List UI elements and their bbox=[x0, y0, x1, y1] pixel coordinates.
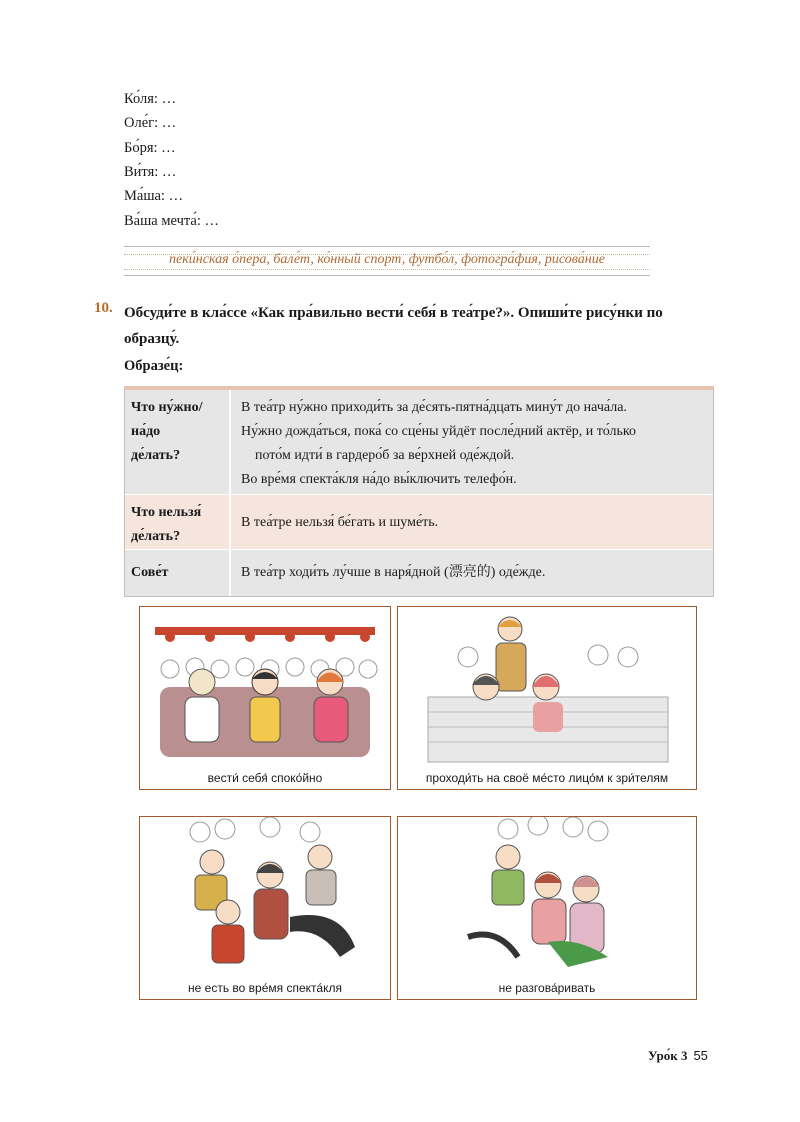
word-bank bbox=[124, 246, 650, 276]
passing-row-illustration bbox=[398, 607, 696, 767]
picture-no-eating bbox=[139, 816, 391, 1000]
row-content: В теа́тре нельзя́ бе́гать и шуме́ть. bbox=[229, 495, 713, 549]
dialogue-line: Бо́ря: … bbox=[124, 140, 176, 156]
picture-caption: не разгова́ривать bbox=[498, 981, 596, 995]
row-header-line: на́до bbox=[131, 424, 161, 439]
word-bank-text: пеки́нская о́пера, бале́т, ко́нный спорт, футбо́л, фотогра́фия, рисова́ние bbox=[169, 252, 605, 267]
sample-table bbox=[124, 386, 714, 597]
content-line: пото́м идти́ в гардеро́б за ве́рхней оде́ждой. bbox=[255, 448, 515, 463]
row-header bbox=[125, 390, 229, 494]
table-row bbox=[125, 494, 713, 549]
talking-illustration bbox=[398, 817, 696, 977]
row-header-line: Что нельзя́ bbox=[131, 505, 202, 520]
picture-calm-audience bbox=[139, 606, 391, 790]
dialogue-line: Ва́ша мечта́: … bbox=[124, 213, 219, 229]
content-line: Ну́жно дожда́ться, пока́ со сце́ны уйдёт после́дний актёр, и то́лько bbox=[241, 424, 636, 439]
exercise-text: Обсуди́те в кла́ссе «Как пра́вильно вести́ себя́ в теа́тре?». Опиши́те рису́нки по образцу́. bbox=[124, 305, 663, 347]
table-row bbox=[125, 390, 713, 494]
dialogue-line: Ма́ша: … bbox=[124, 188, 184, 204]
picture-pass-facing bbox=[397, 606, 697, 790]
dialogue-line: Ви́тя: … bbox=[124, 164, 177, 180]
table-row bbox=[125, 549, 713, 596]
dialogue-line: Оле́г: … bbox=[124, 115, 177, 131]
picture-no-talking bbox=[397, 816, 697, 1000]
content-line: Во вре́мя спекта́кля на́до вы́ключить телефо́н. bbox=[241, 472, 517, 487]
picture-caption: вести́ себя́ споко́йно bbox=[207, 771, 323, 785]
row-header-line: Что ну́жно/ bbox=[131, 400, 203, 415]
picture-caption: не есть во вре́мя спекта́кля bbox=[188, 981, 342, 995]
row-header: Сове́т bbox=[131, 565, 169, 580]
row-header-line: де́лать? bbox=[131, 529, 181, 544]
lesson-label: Уро́к 3 bbox=[648, 1048, 688, 1063]
eating-illustration bbox=[140, 817, 390, 977]
sample-label: Образе́ц: bbox=[124, 358, 184, 374]
row-header-line: де́лать? bbox=[131, 448, 181, 463]
dialogue-line: Ко́ля: … bbox=[124, 91, 177, 107]
row-content: В теа́тр ходи́ть лу́чше в наря́дной (漂亮的) оде́жде. bbox=[229, 550, 713, 596]
exercise-number: 10. bbox=[94, 300, 113, 316]
page-footer bbox=[648, 1048, 708, 1064]
page-number: 55 bbox=[693, 1048, 708, 1063]
content-line: В теа́тр ну́жно приходи́ть за де́сять-пятна́дцать мину́т до нача́ла. bbox=[241, 400, 627, 415]
row-content bbox=[229, 390, 713, 494]
row-header bbox=[125, 495, 229, 549]
picture-caption: проходи́ть на своё ме́сто лицо́м к зри́телям bbox=[425, 771, 669, 785]
theater-seats-illustration bbox=[140, 607, 390, 767]
